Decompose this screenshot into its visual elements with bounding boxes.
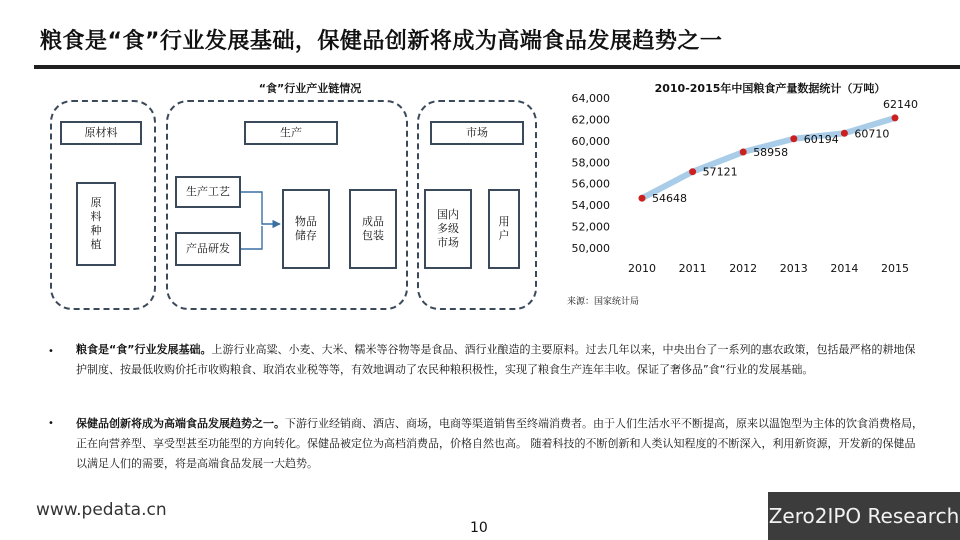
- x-tick-label: 2013: [779, 262, 808, 275]
- footer-url[interactable]: www.pedata.cn: [36, 500, 167, 520]
- raw-material-item-text: 原料种植: [90, 196, 102, 251]
- y-tick-label: 54,000: [571, 199, 610, 213]
- packaging-box-text: 成品包装: [362, 215, 384, 242]
- storage-box-text: 物品储存: [295, 215, 317, 242]
- y-tick-label: 58,000: [571, 156, 610, 170]
- chart-title: 2010-2015年中国粮食产量数据统计（万吨）: [654, 82, 886, 95]
- brand-logo: Zero2IPO Research: [768, 492, 960, 540]
- bullet-paragraph-1: [76, 340, 926, 380]
- y-tick-label: 50,000: [571, 242, 610, 255]
- data-point: [639, 195, 646, 202]
- bullet-1-text: 上游行业高粱、小麦、大米、糯米等谷物等是食品、酒行业酿造的主要原料。过去几年以来，中央出台了一系列的惠农政策，包括最严格的耕地保护制度、按最低收购价托市收购粮食、取消农业税等等，有效地调动了农民种粮积极性，实现了粮食生产连年丰收。保证了奢侈品”食“行业的发展基础。: [76, 343, 916, 376]
- data-label: 62140: [883, 97, 918, 111]
- y-tick-label: 60,000: [571, 134, 610, 148]
- page-title: 粮食是“食”行业发展基础，保健品创新将成为高端食品发展趋势之一: [40, 29, 723, 54]
- data-label: 60194: [803, 132, 839, 146]
- raw-material-label: 原材料: [60, 121, 142, 145]
- market-label: 市场: [430, 121, 524, 145]
- x-tick-label: 2010: [628, 262, 656, 275]
- rnd-to-storage-arrow: [241, 226, 262, 249]
- data-label: 60710: [854, 127, 890, 141]
- data-label: 58958: [753, 146, 789, 160]
- bullet-marker-1: •: [48, 346, 54, 357]
- data-point: [892, 114, 899, 121]
- y-tick-label: 52,000: [571, 220, 610, 234]
- craft-to-storage-arrow: [241, 192, 280, 224]
- grain-output-chart: [560, 92, 940, 287]
- y-tick-label: 56,000: [571, 177, 610, 191]
- chain-title: “食”行业产业链情况: [258, 82, 362, 95]
- rnd-box: 产品研发: [175, 232, 241, 266]
- page-number: 10: [470, 520, 488, 536]
- x-tick-label: 2014: [830, 262, 859, 275]
- data-point: [689, 168, 696, 175]
- data-point: [790, 135, 797, 142]
- data-label: 54648: [652, 192, 687, 206]
- craft-box: 生产工艺: [175, 176, 241, 208]
- bullet-marker-2: •: [48, 418, 54, 429]
- bullet-1-heading: 粮食是“食”行业发展基础。: [76, 343, 212, 356]
- data-point: [841, 130, 848, 137]
- channels-box-text: 国内多级市场: [437, 208, 459, 249]
- user-box: [488, 189, 520, 269]
- user-box-text: 用户: [498, 215, 510, 242]
- production-label: 生产: [244, 121, 338, 145]
- y-tick-label: 64,000: [571, 92, 610, 105]
- y-tick-label: 62,000: [571, 113, 610, 127]
- chart-source: 来源：国家统计局: [567, 297, 640, 307]
- x-tick-label: 2011: [678, 262, 707, 275]
- bullet-2-text: 下游行业经销商、酒店、商场，电商等渠道销售至终端消费者。由于人们生活水平不断提高，原来以温饱型为主体的饮食消费格局，正在向营养型、享受型甚至功能型的方向转化。保健品被定位为高档消费品，价格自然也高。 随着科技的不断创新和人类认知程度的不断深入，利用新资源，开发新的保健品以满足人们的需要，将是高端食品发展一大趋势。: [76, 417, 923, 470]
- bullet-paragraph-2: [76, 414, 926, 474]
- x-tick-label: 2012: [729, 262, 758, 275]
- bullet-2-heading: 保健品创新将成为高端食品发展趋势之一。: [76, 417, 285, 430]
- x-tick-label: 2015: [881, 262, 909, 275]
- data-point: [740, 149, 747, 156]
- data-label: 57121: [702, 165, 738, 179]
- channels-box: [424, 189, 472, 269]
